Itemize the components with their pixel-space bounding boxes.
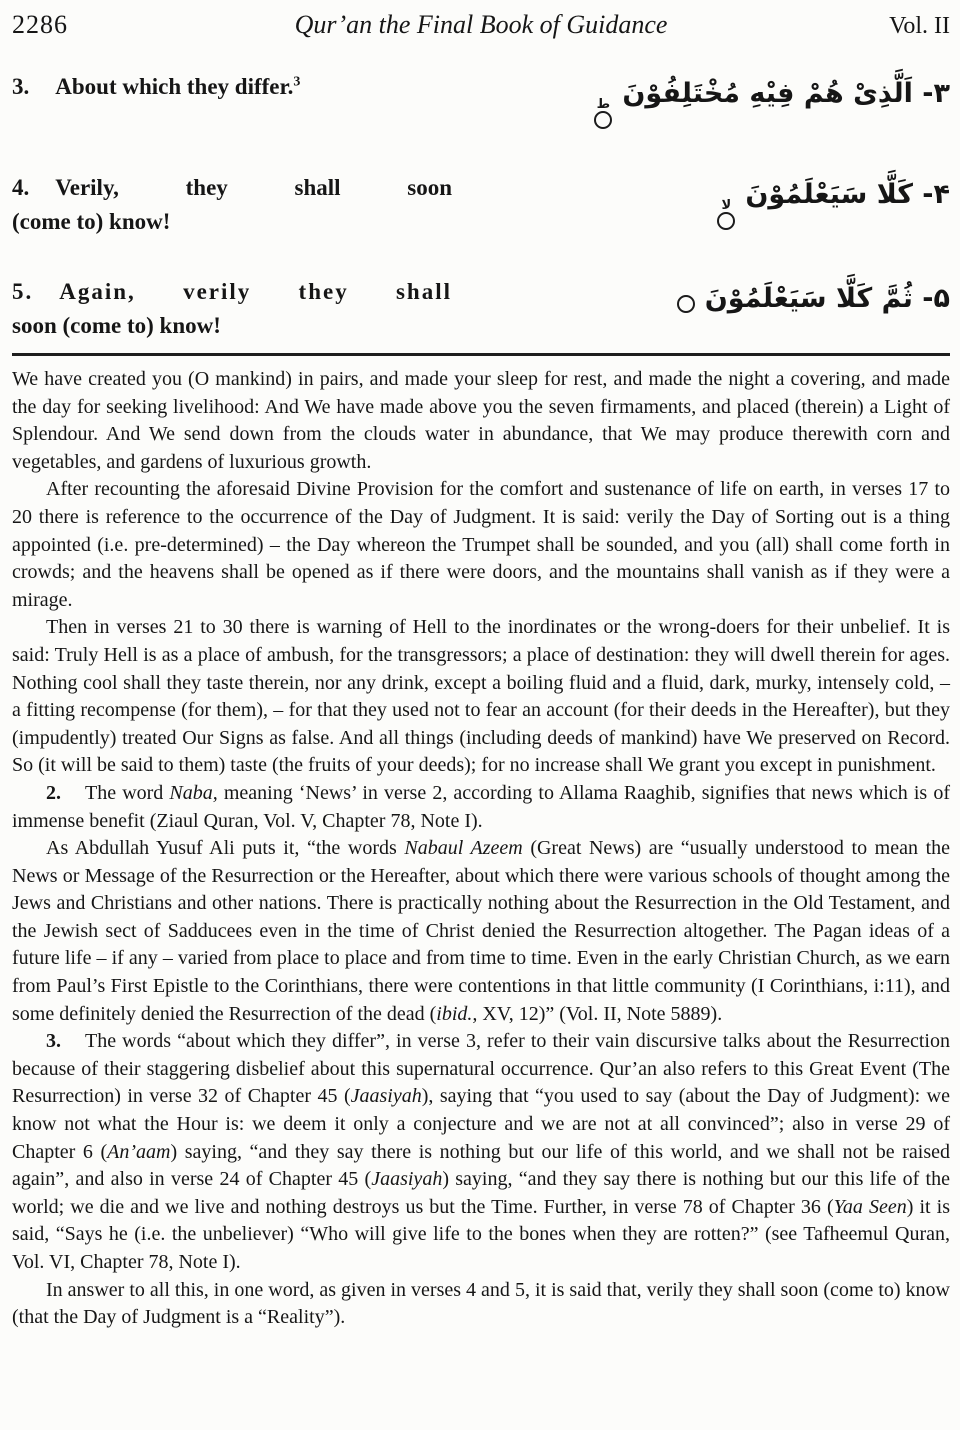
commentary-paragraph	[12, 1028, 950, 1276]
pause-mark: لا	[721, 198, 732, 213]
text-segment: ) it is said, “Says he (i.e. the unbeliever) “Who will give life to the bones when they are rotten?” (see Tafheemul Quran, Vol. VI, Chapter 78, Note I).	[12, 1195, 951, 1273]
verse-arabic	[452, 275, 950, 319]
verse-text: soon (come to) know!	[12, 313, 221, 338]
verse-arabic	[452, 171, 950, 230]
verse-english	[12, 70, 452, 104]
ayah-circle-icon	[677, 295, 695, 313]
verse-number: 3.	[12, 74, 30, 99]
ayah-end-icon	[677, 295, 695, 313]
note-number: 2.	[46, 781, 61, 804]
divider-rule	[12, 353, 950, 356]
commentary-paragraph	[12, 614, 950, 780]
text-segment: XV, 12)” (Vol. II, Note 5889).	[477, 1002, 723, 1025]
volume-label: Vol. II	[889, 13, 950, 39]
verse-arabic	[452, 70, 950, 129]
verse-row	[12, 70, 950, 129]
commentary-paragraph	[12, 835, 950, 1028]
commentary-paragraph	[12, 366, 950, 476]
text-segment: As Abdullah Yusuf Ali puts it, “the words	[46, 837, 405, 860]
text-segment: ), saying that “you used to say (about the Day of Judgment): we know not what the Hour is: we deem it only a conjecture and we are not at all convinced”; also in verse 29 of Chapter 6 (	[12, 1085, 950, 1163]
verse-english	[12, 171, 452, 239]
ayah-end-icon	[594, 99, 612, 129]
text-segment: meaning ‘News’ in verse 2, according to Allama Raaghib, signifies that news which is of immense benefit (Ziaul Quran, Vol. V, Chapter 78, Note I).	[12, 781, 950, 832]
verse-number: 4.	[12, 175, 30, 200]
commentary-paragraph	[12, 780, 950, 835]
text-segment: The words “about which they differ”, in verse 3, refer to their vain discursive talks about the Resurrection because of their staggering disbelief about this supernatural occurrence. Qur’an also refers to this Great Event (The Resurrection) in verse 32 of Chapter 45 (	[12, 1030, 950, 1108]
footnote-ref: 3	[293, 74, 301, 90]
verse-text: (come to) know!	[12, 209, 171, 234]
text-segment: In answer to all this, in one word, as given in verses 4 and 5, it is said that, verily they shall soon (come to) know (that the Day of Judgment is a “Reality”).	[12, 1278, 950, 1329]
text-segment: Jaasiyah	[350, 1085, 422, 1108]
verse-line	[12, 205, 452, 239]
text-segment: Naba,	[169, 781, 218, 804]
note-number: 3.	[46, 1030, 61, 1053]
verse-line	[12, 70, 452, 104]
ayah-circle-icon	[717, 212, 735, 230]
verse-text: Again, verily they shall	[59, 279, 452, 304]
text-segment: ibid.,	[436, 1002, 478, 1025]
arabic-text: ۳- اَلَّذِىْ هُمْ فِيْهِ مُخْتَلِفُوْنَ	[622, 78, 950, 109]
text-segment: ) saying, “and they say there is nothing but our this life of the world; we die and we live and nothing destroys us but the Time. Further, in verse 78 of Chapter 36 (	[12, 1168, 950, 1218]
verse-line	[12, 275, 452, 309]
pause-mark: ط	[596, 97, 611, 112]
text-segment: ) saying, “and they say there is nothing but our life of this world, and we shall not be raised again”, and also in verse 24 of Chapter 45 (	[12, 1140, 951, 1191]
text-segment: After recounting the aforesaid Divine Provision for the comfort and sustenance of life on earth, in verses 17 to 20 there is reference to the occurrence of the Day of Judgment. It is said: verily the Day of Sorting out is a thing appointed (i.e. pre-determined) – the Day whereon the Trumpet shall be sounded, and you (all) shall come forth in crowds; and the heavens shall be opened as if there were doors, and the mountains shall vanish as if they were a mirage.	[12, 478, 950, 611]
commentary-paragraph	[12, 476, 950, 614]
text-segment: Yaa Seen	[833, 1195, 907, 1218]
verse-text: Verily, they shall soon	[55, 175, 452, 200]
commentary	[12, 366, 950, 1332]
book-title: Qur’an the Final Book of Guidance	[294, 10, 668, 39]
text-segment: An’aam	[107, 1140, 171, 1163]
verse-line	[12, 171, 452, 205]
ayah-circle-icon	[594, 111, 612, 129]
arabic-text: ۴- كَلَّا سَيَعْلَمُوْنَ	[745, 179, 950, 210]
verse-english	[12, 275, 452, 343]
text-segment: We have created you (O mankind) in pairs, and made your sleep for rest, and made the night a covering, and made the day for seeking livelihood: And We have made above you the seven firmaments, and placed (therein) a Light of Splendour. And We send down from the clouds water in abundance, that We may produce therewith corn and vegetables, and gardens of luxurious growth.	[12, 368, 950, 473]
arabic-text: ۵- ثُمَّ كَلَّا سَيَعْلَمُوْنَ	[704, 283, 950, 314]
text-segment: The word	[85, 781, 170, 804]
commentary-paragraph	[12, 1277, 950, 1332]
verse-text: About which they differ.	[55, 74, 294, 99]
verse-row	[12, 275, 950, 343]
page-number: 2286	[12, 10, 68, 39]
text-segment: Then in verses 21 to 30 there is warning of Hell to the inordinates or the wrong-doers for their unbelief. It is said: Truly Hell is as a place of ambush, for the transgressors; a place of destination: they will dwell therein for ages. Nothing cool shall they taste therein, nor any drink, except a boiling fluid and a fluid, dark, murky, intensely cold, – a fitting recompense (for them), – for that they used not to fear an account (for their deeds in the Hereafter), but they (impudently) treated Our Signs as false. And all things (including deeds of mankind) have We preserved on Record. So (it will be said to them) taste (the fruits of your deeds); for no increase shall We grant you except in punishment.	[12, 616, 950, 777]
page-header	[12, 10, 950, 40]
ayah-end-icon	[717, 200, 735, 230]
text-segment: Jaasiyah	[371, 1168, 443, 1191]
verse-row	[12, 171, 950, 239]
text-segment: (Great News) are “usually understood to mean the News or Message of the Resurrection or the Hereafter, about which there were various schools of thought among the Jews and Christians and other nations. There is practically nothing about the Resurrection in the Old Testament, and the Jewish sect of Sadducees even in the time of Christ denied the Resurrection altogether. The Pagan ideas of a future life – if any – varied from place to place and from time to time. Even in the early Christian Church, as we earn from Paul’s First Epistle to the Corinthians, there were contentions in that little community (I Corinthians, i:11), and some definitely denied the Resurrection of the dead (	[12, 837, 951, 1025]
verse-line	[12, 309, 452, 343]
verse-number: 5.	[12, 279, 34, 304]
verses	[12, 70, 950, 343]
text-segment: Nabaul Azeem	[404, 837, 523, 860]
